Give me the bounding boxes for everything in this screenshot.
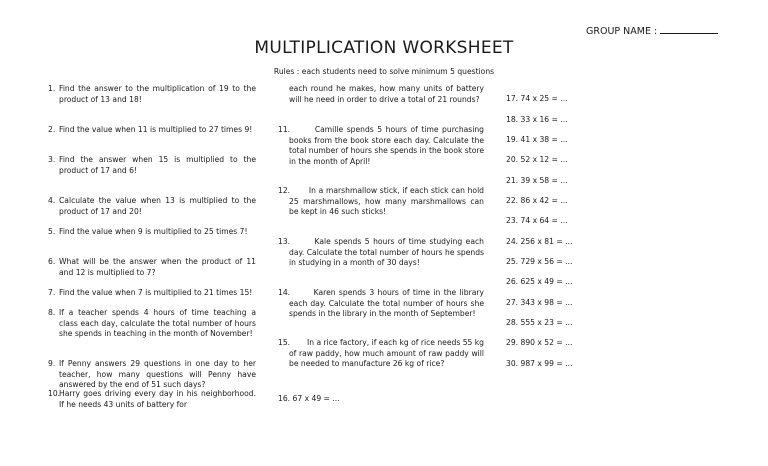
question-text: Harry goes driving every day in his neighborhood. If he needs 43 units of battery for [59,389,256,409]
question-number: 3. [48,155,56,164]
equation-item: 22. 86 x 42 = ... [506,196,568,205]
question-item [278,84,484,105]
question-item [48,227,256,238]
worksheet-rules: Rules : each students need to solve minimum 5 questions [273,67,495,76]
question-number: 11. [278,125,291,134]
question-item [48,308,256,340]
question-number: 4. [48,196,56,205]
question-number: 6. [48,257,56,266]
question-text: Camille spends 5 hours of time purchasing books from the book store each day. Calculate the total number of hours she spends in the book store in the month of April! [289,125,484,166]
question-item [48,125,256,136]
worksheet-title: MULTIPLICATION WORKSHEET [254,38,514,58]
question-item [278,338,484,370]
question-number: 14. [278,288,291,297]
question-text: What will be the answer when the product of 11 and 12 is multiplied to 7? [59,257,256,277]
question-text: 67 x 49 = ... [292,394,340,403]
equation-item: 21. 39 x 58 = ... [506,176,568,185]
group-name-blank[interactable] [660,25,718,34]
question-text: Find the answer to the multiplication of 19 to the product of 13 and 18! [59,84,256,104]
equation-item: 27. 343 x 98 = ... [506,298,573,307]
question-number: 10. [48,389,61,398]
question-number: 12. [278,186,291,195]
question-text: In a marshmallow stick, if each stick can hold 25 marshmallows, how many marshmallows can be kept in 46 such sticks! [289,186,484,217]
equation-item: 25. 729 x 56 = ... [506,257,573,266]
question-number: 16. [278,394,291,403]
equation-item: 20. 52 x 12 = ... [506,155,568,164]
equation-item: 26. 625 x 49 = ... [506,277,573,286]
question-item [278,237,484,269]
question-item [48,155,256,176]
question-number: 5. [48,227,56,236]
question-text: Calculate the value when 13 is multiplied to the product of 17 and 20! [59,196,256,216]
question-text: If a teacher spends 4 hours of time teaching a class each day, calculate the total number of hours she spends in teaching in the month of November! [59,308,256,339]
equation-item: 17. 74 x 25 = ... [506,94,568,103]
question-number: 8. [48,308,56,317]
question-item [278,288,484,320]
question-item [48,257,256,278]
question-number: 2. [48,125,56,134]
question-text: Kale spends 5 hours of time studying each day. Calculate the total number of hours he spends in studying in a month of 30 days! [289,237,484,268]
question-text: Find the value when 11 is multiplied to 27 times 9! [59,125,253,134]
question-item [48,84,256,105]
question-item [48,196,256,217]
question-text: If Penny answers 29 questions in one day to her teacher, how many questions will Penny have answered by the end of 51 such days? [59,359,256,390]
question-number: 7. [48,288,56,297]
group-name-label: GROUP NAME : [586,26,658,37]
equation-item: 30. 987 x 99 = ... [506,359,573,368]
question-item [278,125,484,167]
question-text: Karen spends 3 hours of time in the library each day. Calculate the total number of hours she spends in the library in the month of September! [289,288,484,319]
question-number: 15. [278,338,291,347]
question-text: Find the answer when 15 is multiplied to the product of 17 and 6! [59,155,256,175]
question-text: In a rice factory, if each kg of rice needs 55 kg of raw paddy, how much amount of raw paddy will be needed to manufacture 26 kg of rice? [289,338,485,369]
question-item [48,389,256,410]
equation-item: 18. 33 x 16 = ... [506,115,568,124]
group-name-field [586,25,718,37]
question-item [48,359,256,391]
question-item [278,394,484,405]
equation-item: 19. 41 x 38 = ... [506,135,568,144]
question-item [48,288,256,299]
question-number: 1. [48,84,56,93]
equation-item: 28. 555 x 23 = ... [506,318,573,327]
question-text: Find the value when 7 is multiplied to 21 times 15! [59,288,253,297]
question-text: Find the value when 9 is multiplied to 25 times 7! [59,227,248,236]
question-item [278,186,484,218]
question-text: each round he makes, how many units of battery will he need in order to drive a total of 21 rounds? [289,84,484,104]
equation-item: 23. 74 x 64 = ... [506,216,568,225]
equation-item: 24. 256 x 81 = ... [506,237,573,246]
question-number: 13. [278,237,291,246]
equation-item: 29. 890 x 52 = ... [506,338,573,347]
question-number: 9. [48,359,56,368]
